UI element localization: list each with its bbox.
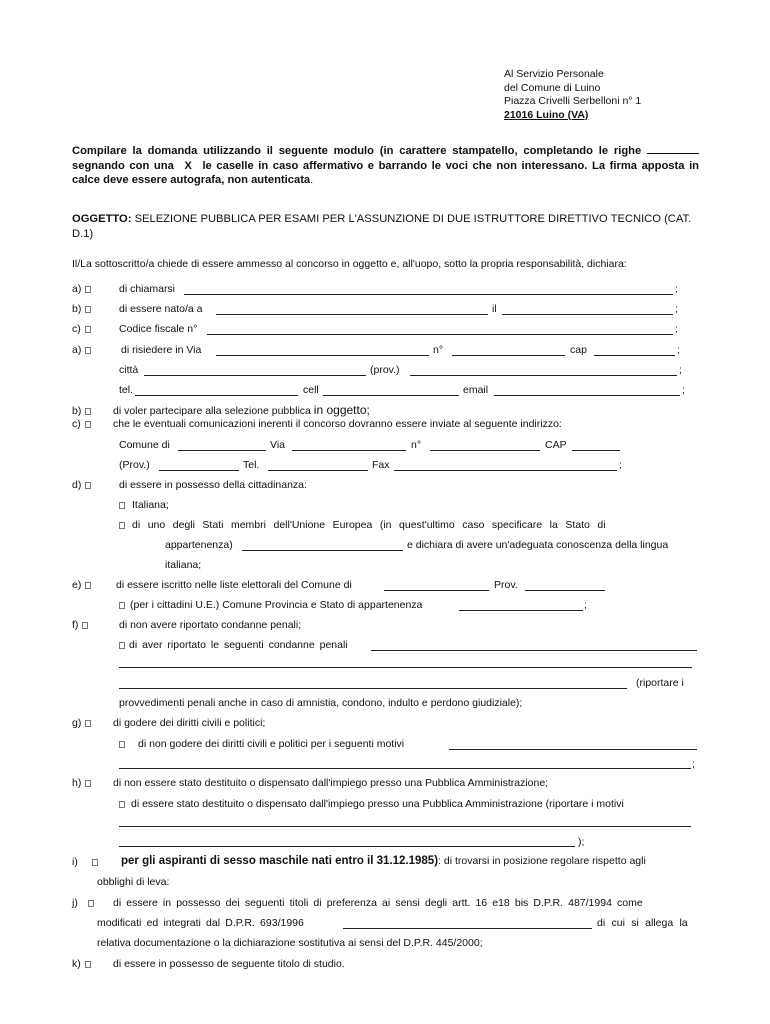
item-e-letter: e) <box>72 579 91 592</box>
semicolon: ; <box>679 364 682 376</box>
item-b1-letter: b) <box>72 303 91 316</box>
item-i-text2: obblighi di leva: <box>97 876 170 888</box>
item-j-text2a: modificati ed integrati dal D.P.R. 693/1996 <box>97 917 304 929</box>
condanne-line-2[interactable] <box>119 667 692 668</box>
option-italiana: Italiana; <box>119 499 169 512</box>
field-email-line[interactable] <box>494 395 680 396</box>
destituito-close: ); <box>578 836 585 848</box>
field-cell-line[interactable] <box>323 395 459 396</box>
field-fax-label: Fax <box>372 459 390 471</box>
item-k-checkbox[interactable] <box>85 961 91 968</box>
item-e-prov-label: Prov. <box>494 579 518 591</box>
field-cell-label: cell <box>303 384 319 396</box>
item-g-text: di godere dei diritti civili e politici; <box>113 717 266 729</box>
item-c2-checkbox[interactable] <box>85 421 91 428</box>
item-h-text: di non essere stato destituito o dispensato dall'impiego presso una Pubblica Amministrazione; <box>113 777 549 789</box>
italiana-end-text: italiana; <box>165 559 202 571</box>
field-tel2-label: Tel. <box>243 459 260 471</box>
appartenenza-label: appartenenza) <box>165 539 233 551</box>
semicolon: ; <box>682 384 685 396</box>
item-i-checkbox[interactable] <box>92 859 98 866</box>
field-nato-line[interactable] <box>216 314 488 315</box>
item-h-checkbox[interactable] <box>85 780 91 787</box>
stati-membri-checkbox[interactable] <box>119 522 125 529</box>
item-e-stato-line[interactable] <box>459 610 583 611</box>
item-j-text3: relativa documentazione o la dichiarazione sostitutiva ai sensi del D.P.R. 445/2000; <box>97 937 483 949</box>
item-a-letter: a) <box>72 283 91 296</box>
condanne-line-1[interactable] <box>371 650 697 651</box>
field-via-label: di risiedere in Via <box>121 344 202 356</box>
item-e-checkbox[interactable] <box>85 582 91 589</box>
instructions-period: . <box>310 174 314 186</box>
item-g-checkbox[interactable] <box>85 720 91 727</box>
field-n-label: n° <box>433 344 444 356</box>
address-line-1: Al Servizio Personale <box>504 68 604 80</box>
item-k-letter: k) <box>72 958 91 971</box>
italiana-checkbox[interactable] <box>119 502 125 509</box>
address-line-3: Piazza Crivelli Serbelloni n° 1 <box>504 95 642 107</box>
option-stati-membri: di uno degli Stati membri dell'Unione Europea (in quest'ultimo caso specificare la Stato di <box>119 519 697 532</box>
condanne-line-3[interactable] <box>119 688 627 689</box>
item-h-destituito: di essere stato destituito o dispensato dall'impiego presso una Pubblica Amministrazione (riportare i motivi <box>119 798 624 811</box>
field-citta-line[interactable] <box>144 375 366 376</box>
item-j-text: di essere in possesso dei seguenti titoli di preferenza ai sensi degli artt. 16 e18 bis D.P.R. 487/1994 come <box>113 897 643 909</box>
item-c2-text: che le eventuali comunicazioni inerenti il concorso dovranno essere inviate al seguente indirizzo: <box>113 418 562 430</box>
item-f-checkbox[interactable] <box>82 622 88 629</box>
field-comune-line[interactable] <box>178 450 266 451</box>
item-h-letter: h) <box>72 777 91 790</box>
item-j-letter: j) <box>72 897 94 910</box>
instructions <box>72 144 699 188</box>
item-a-checkbox[interactable] <box>85 286 91 293</box>
item-c1-letter: c) <box>72 323 91 336</box>
field-prov-line[interactable] <box>410 375 677 376</box>
destituito-line-1[interactable] <box>119 826 691 827</box>
item-f-text: di non avere riportato condanne penali; <box>119 619 302 631</box>
field-comune-label: Comune di <box>119 439 170 451</box>
item-b2-text: di voler partecipare alla selezione pubblica in oggetto; <box>113 403 370 417</box>
item-d-text: di essere in possesso della cittadinanza: <box>119 479 307 491</box>
field-prov-label: (prov.) <box>370 364 400 376</box>
item-b1-checkbox[interactable] <box>85 306 91 313</box>
field-prov2-label: (Prov.) <box>119 459 150 471</box>
non-godere-line-2[interactable] <box>119 768 691 769</box>
provvedimenti-text: provvedimenti penali anche in caso di amnistia, condono, indulto e perdono giudiziale); <box>119 697 523 709</box>
field-nato-label: di essere nato/a a <box>119 303 203 315</box>
item-i-letter: i) <box>72 856 98 869</box>
subject-text: SELEZIONE PUBBLICA PER ESAMI PER L'ASSUNZIONE DI DUE ISTRUTTORE DIRETTIVO TECNICO (CAT. D.1) <box>72 213 692 240</box>
item-f-riportato: di aver riportato le seguenti condanne penali <box>119 639 348 652</box>
field-prov2-line[interactable] <box>159 470 239 471</box>
field-citta-label: città <box>119 364 139 376</box>
semicolon: ; <box>675 323 678 335</box>
item-b2-letter: b) <box>72 405 91 418</box>
recipient-address <box>504 68 641 122</box>
item-g-non-godere: di non godere dei diritti civili e politici per i seguenti motivi <box>119 738 404 751</box>
subject-label: OGGETTO: <box>72 213 132 225</box>
lingua-text: e dichiara di avere un'adeguata conoscenza della lingua <box>407 539 669 551</box>
item-e-comune-line[interactable] <box>384 590 489 591</box>
item-a2-checkbox[interactable] <box>85 347 91 354</box>
field-tel-line[interactable] <box>135 395 298 396</box>
appartenenza-line[interactable] <box>242 550 403 551</box>
field-via2-label: Via <box>270 439 285 451</box>
destituito-line-2[interactable] <box>119 846 575 847</box>
field-cap-label: cap <box>570 344 587 356</box>
item-d-letter: d) <box>72 479 91 492</box>
field-cf-label: Codice fiscale n° <box>119 323 198 335</box>
field-n2-line[interactable] <box>430 450 540 451</box>
field-chiamarsi-line[interactable] <box>184 294 673 295</box>
item-j-text2b: di cui si allega la <box>597 917 688 929</box>
field-fax-line[interactable] <box>394 470 617 471</box>
destituito-checkbox[interactable] <box>119 801 125 808</box>
field-tel-label: tel. <box>119 384 134 396</box>
field-tel2-line[interactable] <box>268 470 368 471</box>
semicolon: ; <box>677 344 680 356</box>
item-f-letter: f) <box>72 619 88 632</box>
item-e-text: di essere iscritto nelle liste elettorali del Comune di <box>116 579 352 591</box>
semicolon: ; <box>692 758 695 770</box>
cittadini-ue-checkbox[interactable] <box>119 602 125 609</box>
field-cap2-line[interactable] <box>572 450 620 451</box>
field-cap-line[interactable] <box>594 355 675 356</box>
address-line-4: 21016 Luino (VA) <box>504 108 589 121</box>
semicolon: ; <box>619 459 622 471</box>
riportare-text: (riportare i <box>636 677 684 689</box>
address-line-2: del Comune di Luino <box>504 81 601 94</box>
field-il-label: il <box>492 303 497 315</box>
field-via-line[interactable] <box>216 355 429 356</box>
semicolon: ; <box>675 303 678 315</box>
item-k-text: di essere in possesso de seguente titolo di studio. <box>113 958 345 970</box>
instructions-part2: segnando con una <box>72 159 174 172</box>
item-c2-letter: c) <box>72 418 91 431</box>
item-e-prov-line[interactable] <box>525 590 605 591</box>
item-j-checkbox[interactable] <box>88 900 94 907</box>
item-a2-letter: a) <box>72 344 91 357</box>
non-godere-line-1[interactable] <box>449 749 697 750</box>
declaration-text: Il/La sottoscritto/a chiede di essere ammesso al concorso in oggetto e, all'uopo, sotto la propria responsabilità, dichiara: <box>72 258 627 270</box>
field-chiamarsi-label: di chiamarsi <box>119 283 176 295</box>
field-cap2-label: CAP <box>545 439 567 451</box>
field-email-label: email <box>463 384 489 396</box>
semicolon: ; <box>675 283 678 295</box>
item-c1-checkbox[interactable] <box>85 326 91 333</box>
field-via2-line[interactable] <box>292 450 406 451</box>
item-e-cittadini-ue: (per i cittadini U.E.) Comune Provincia e Stato di appartenenza <box>119 599 422 612</box>
field-n-line[interactable] <box>452 355 565 356</box>
non-godere-checkbox[interactable] <box>119 741 125 748</box>
instructions-x-mark: X <box>184 159 192 172</box>
instructions-blank-line <box>647 144 699 154</box>
subject <box>72 212 712 242</box>
instructions-part3: le caselle in caso affermativo e barrando le voci che non interessano. La firma apposta in calce deve essere autografa, non autenticata <box>72 159 700 186</box>
item-d-checkbox[interactable] <box>85 482 91 489</box>
semicolon: ; <box>584 599 587 611</box>
field-cf-line[interactable] <box>207 334 673 335</box>
item-j-line[interactable] <box>343 928 592 929</box>
field-il-line[interactable] <box>502 314 673 315</box>
item-b2-checkbox[interactable] <box>85 408 91 415</box>
condanne-checkbox[interactable] <box>119 642 125 649</box>
field-n2-label: n° <box>411 439 422 451</box>
item-i-text: per gli aspiranti di sesso maschile nati entro il 31.12.1985): di trovarsi in posizione regolare rispetto agli <box>121 855 646 867</box>
item-g-letter: g) <box>72 717 91 730</box>
instructions-part1: Compilare la domanda utilizzando il seguente modulo (in carattere stampatello, completando le righe <box>72 145 642 157</box>
